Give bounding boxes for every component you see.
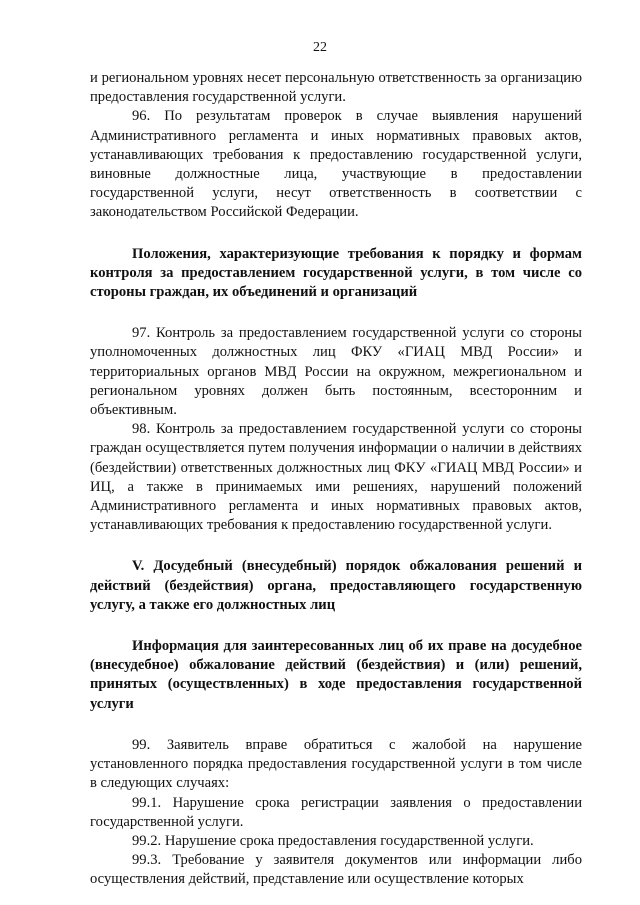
paragraph-96: 96. По результатам проверок в случае выявления нарушений Административного регламента и иных нормативных правовых актов, устанавливающих требования к предоставлению государственной услуги, виновные должностные лица, участвующие в предоставлении государственной услуги, несут ответственность в соответствии с законодательством Российской Федерации. xyxy=(90,108,582,221)
spacer xyxy=(90,302,582,324)
heading-section-5: V. Досудебный (внесудебный) порядок обжалования решений и действий (бездействия) органа, предоставляющего государственную услугу, а также его должностных лиц xyxy=(90,558,582,613)
heading-appeal-information: Информация для заинтересованных лиц об их праве на досудебное (внесудебное) обжалование действий (бездействия) и (или) решений, принятых (осуществленных) в ходе предоставления государственной услуги xyxy=(90,638,582,712)
spacer xyxy=(90,223,582,245)
paragraph-99-3: 99.3. Требование у заявителя документов или информации либо осуществления действий, представление или осуществление которых xyxy=(90,852,582,888)
paragraph-97: 97. Контроль за предоставлением государственной услуги со стороны уполномоченных должностных лиц ФКУ «ГИАЦ МВД России» и территориальных органов МВД России на окружном, межрегиональном и региональном уровнях должен быть постоянным, всесторонним и объективным. xyxy=(90,325,582,419)
spacer xyxy=(90,615,582,637)
document-body xyxy=(90,69,582,890)
paragraph-98: 98. Контроль за предоставлением государственной услуги со стороны граждан осуществляется путем получения информации о наличии в действиях (бездействии) ответственных должностных лиц ФКУ «ГИАЦ МВД России» и ИЦ, а также в принимаемых ими решениях, нарушений положений Административного регламента и иных нормативных правовых актов, устанавливающих требования к предоставлению государственной услуги. xyxy=(90,421,582,534)
paragraph-continuation: и региональном уровнях несет персональную ответственность за организацию предоставления государственной услуги. xyxy=(90,70,582,106)
paragraph-99: 99. Заявитель вправе обратиться с жалобой на нарушение установленного порядка предоставления государственной услуги в том числе в следующих случаях: xyxy=(90,736,582,792)
paragraph-99-2: 99.2. Нарушение срока предоставления государственной услуги. xyxy=(132,832,534,849)
heading-control-requirements: Положения, характеризующие требования к порядку и формам контроля за предоставлением государственной услуги, в том числе со стороны граждан, их объединений и организаций xyxy=(90,245,582,301)
page-number: 22 xyxy=(313,40,327,55)
spacer xyxy=(90,714,582,736)
paragraph-99-1: 99.1. Нарушение срока регистрации заявления о предоставлении государственной услуги. xyxy=(90,794,582,830)
spacer xyxy=(90,535,582,557)
